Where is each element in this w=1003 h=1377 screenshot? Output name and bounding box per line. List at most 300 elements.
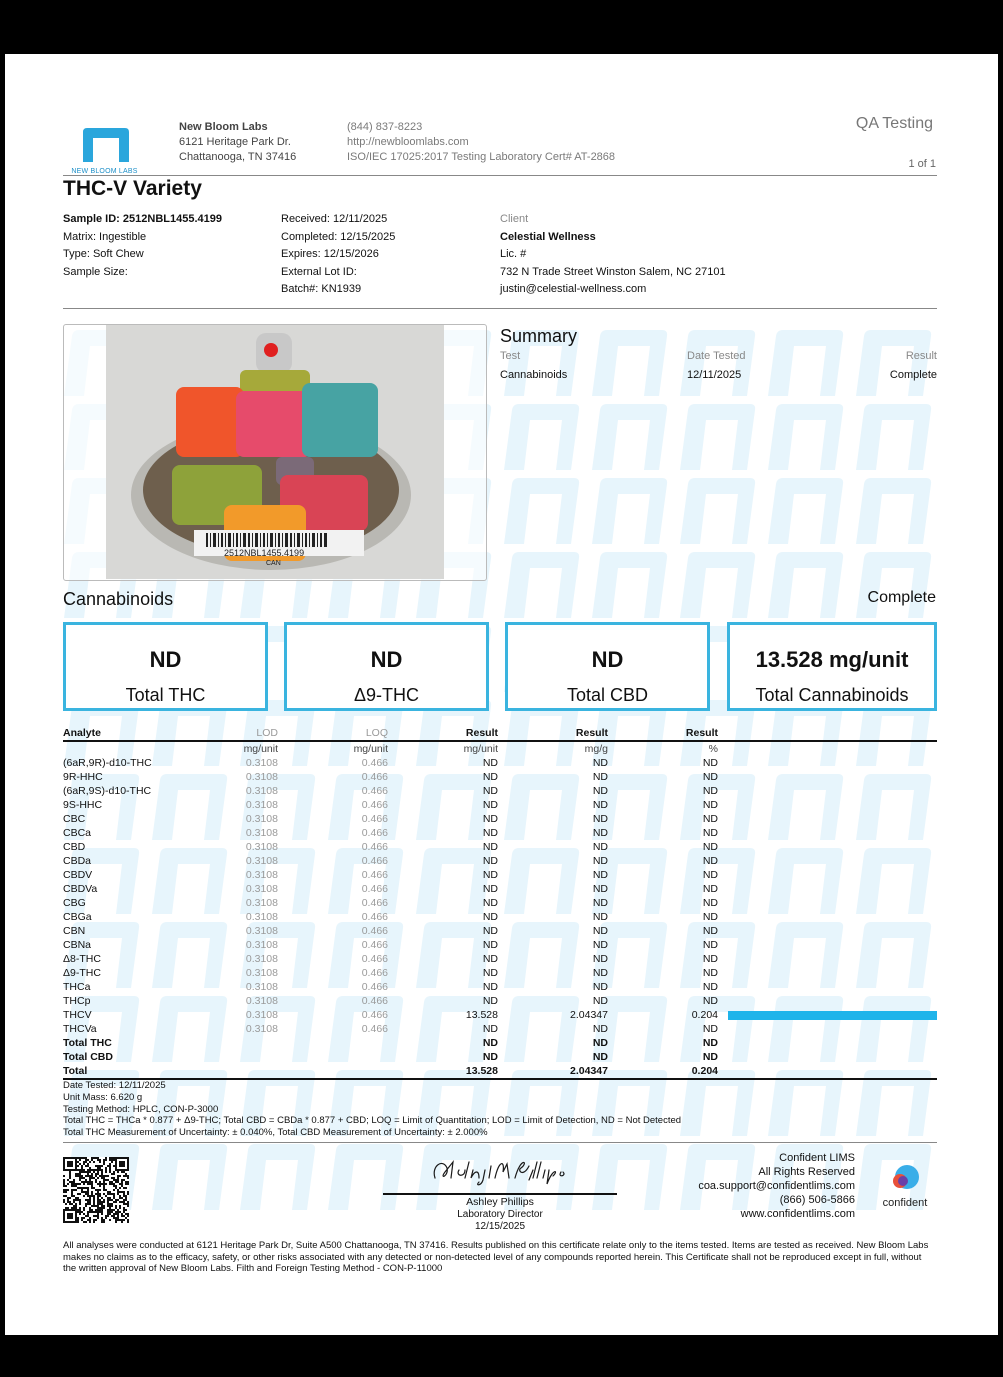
result-percent: ND	[702, 827, 718, 839]
analyte-name: CBNa	[63, 939, 92, 951]
result-mg-g: 2.04347	[570, 1009, 608, 1021]
result-percent: ND	[702, 967, 718, 979]
bar-cell	[718, 1008, 937, 1022]
result-mg-unit: ND	[482, 953, 498, 965]
analyte-name: CBN	[63, 925, 86, 937]
loq-value: 0.466	[361, 995, 388, 1007]
analyte-name: (6aR,9S)-d10-THC	[63, 785, 152, 797]
card-d9-thc	[284, 622, 489, 711]
result-mg-g: ND	[592, 1037, 608, 1049]
client-name: Celestial Wellness	[500, 230, 596, 243]
notes-divider	[63, 1142, 937, 1143]
bar-cell	[718, 1064, 937, 1079]
loq-value: 0.466	[361, 855, 388, 867]
card-total-cbd	[505, 622, 710, 711]
cannabinoids-title: Cannabinoids	[63, 589, 174, 609]
loq-value: 0.466	[361, 757, 388, 769]
lod-value: 0.3108	[245, 827, 278, 839]
table-row	[63, 798, 937, 812]
result-percent: ND	[702, 771, 718, 783]
lod-value: 0.3108	[245, 785, 278, 797]
results-table	[63, 726, 937, 1080]
loq-value: 0.466	[361, 869, 388, 881]
col-header-result-mgunit: Result	[388, 726, 498, 741]
summary-header-result: Result	[905, 350, 937, 362]
result-mg-g: ND	[592, 939, 608, 951]
result-mg-g: ND	[592, 981, 608, 993]
unit-lod-value: mg/unit	[243, 743, 278, 755]
total-row	[63, 1050, 937, 1064]
result-percent: ND	[702, 785, 718, 797]
unit-result-percent: %	[708, 743, 718, 755]
col-header-analyte: Analyte	[63, 726, 183, 741]
summary-test: Cannabinoids	[500, 369, 568, 381]
lod-value: 0.3108	[245, 799, 278, 811]
table-row	[63, 980, 937, 994]
result-mg-unit: ND	[482, 869, 498, 881]
loq-value: 0.466	[361, 841, 388, 853]
lod-value	[183, 1064, 278, 1079]
lab-logo-text: NEW BLOOM LABS	[71, 168, 138, 175]
note-line: Testing Method: HPLC, CON-P-3000	[63, 1103, 219, 1115]
analyte-name: 9R-HHC	[63, 771, 103, 783]
total-row	[63, 1036, 937, 1050]
batch-number: Batch#: KN1939	[281, 283, 362, 295]
analyte-name: CBC	[63, 813, 86, 825]
loq-value: 0.466	[361, 1023, 388, 1035]
result-mg-unit: ND	[482, 911, 498, 923]
bar-cell	[718, 798, 937, 812]
result-mg-unit: ND	[482, 981, 498, 993]
result-mg-g: 2.04347	[498, 1064, 608, 1079]
card-label: Δ9-THC	[353, 685, 420, 705]
result-bar	[728, 1011, 937, 1020]
result-percent: ND	[702, 841, 718, 853]
note-line: Unit Mass: 6.620 g	[63, 1091, 143, 1103]
result-mg-unit: 13.528	[388, 1064, 498, 1079]
watermark-mark	[504, 478, 579, 544]
client-email[interactable]: justin@celestial-wellness.com	[500, 283, 647, 295]
col-header-lod: LOD	[183, 726, 278, 741]
result-mg-unit: ND	[482, 939, 498, 951]
sample-info	[63, 211, 222, 281]
completed-date: Completed: 12/15/2025	[281, 230, 396, 243]
watermark-mark	[768, 330, 843, 396]
confident-logo	[875, 1164, 935, 1209]
card-value: ND	[370, 647, 403, 672]
card-label: Total CBD	[566, 685, 649, 705]
client-label: Client	[500, 213, 529, 225]
unit-result-mg-unit: mg/unit	[463, 743, 498, 755]
lod-value: 0.3108	[245, 967, 278, 979]
result-mg-g: ND	[592, 771, 608, 783]
bar-cell	[718, 840, 937, 854]
lod-value: 0.3108	[245, 883, 278, 895]
lod-value: 0.3108	[245, 939, 278, 951]
result-mg-g: ND	[592, 813, 608, 825]
loq-value: 0.466	[361, 813, 388, 825]
lod-value: 0.3108	[245, 813, 278, 825]
table-row	[63, 1008, 937, 1022]
table-row	[63, 994, 937, 1008]
result-mg-unit: ND	[482, 897, 498, 909]
watermark-mark	[592, 330, 667, 396]
result-mg-g: ND	[592, 841, 608, 853]
col-header-bar	[718, 726, 937, 741]
loq-value: 0.466	[361, 1009, 388, 1021]
header-divider	[63, 175, 937, 176]
client-license: Lic. #	[500, 248, 527, 260]
signature-line	[383, 1193, 617, 1195]
loq-value: 0.466	[361, 771, 388, 783]
lod-value: 0.3108	[245, 925, 278, 937]
watermark-mark	[856, 404, 931, 470]
watermark-mark	[680, 404, 755, 470]
result-mg-unit: ND	[482, 995, 498, 1007]
units-row	[63, 741, 937, 756]
result-mg-unit: ND	[482, 967, 498, 979]
card-value: ND	[149, 647, 182, 672]
result-mg-unit: ND	[482, 785, 498, 797]
lod-value: 0.3108	[245, 771, 278, 783]
signature-date: 12/15/2025	[474, 1221, 526, 1232]
bar-cell	[718, 868, 937, 882]
table-row	[63, 952, 937, 966]
bar-cell	[718, 784, 937, 798]
card-total-thc	[63, 622, 268, 711]
info-divider	[63, 308, 937, 309]
lab-address	[179, 120, 296, 165]
client-info	[500, 211, 726, 299]
analyte-name: Total	[63, 1064, 183, 1079]
bar-cell	[718, 826, 937, 840]
card-value: 13.528 mg/unit	[755, 647, 909, 672]
analyte-name: CBG	[63, 897, 86, 909]
result-percent: 0.204	[608, 1064, 718, 1079]
table-row	[63, 924, 937, 938]
lod-value: 0.3108	[245, 855, 278, 867]
summary-header-test: Test	[500, 350, 521, 362]
table-row	[63, 784, 937, 798]
result-percent: ND	[702, 1023, 718, 1035]
result-mg-g: ND	[592, 967, 608, 979]
sample-type: Type: Soft Chew	[63, 248, 144, 260]
watermark-mark	[856, 478, 931, 544]
result-percent: ND	[702, 757, 718, 769]
bar-cell	[718, 1022, 937, 1036]
bar-cell	[718, 741, 937, 756]
client-address: 732 N Trade Street Winston Salem, NC 27101	[500, 265, 726, 278]
result-percent: ND	[702, 883, 718, 895]
result-mg-g: ND	[592, 799, 608, 811]
table-row	[63, 966, 937, 980]
unit-loq-value: mg/unit	[353, 743, 388, 755]
result-mg-unit: ND	[482, 1051, 498, 1063]
photo-label-line2: CAN	[266, 560, 281, 567]
lod-value: 0.3108	[245, 1023, 278, 1035]
watermark-mark	[504, 404, 579, 470]
sample-dates	[281, 211, 395, 299]
table-row	[63, 882, 937, 896]
results-header-row	[63, 726, 937, 741]
loq-value: 0.466	[361, 883, 388, 895]
result-mg-g: ND	[592, 1051, 608, 1063]
analyte-name: CBDV	[63, 869, 93, 881]
lod-value: 0.3108	[245, 953, 278, 965]
result-mg-unit: 13.528	[465, 1009, 498, 1021]
result-mg-g: ND	[592, 953, 608, 965]
watermark-mark	[592, 552, 667, 618]
summary-result: Complete	[889, 369, 937, 381]
result-mg-g: ND	[592, 925, 608, 937]
summary-title: Summary	[500, 326, 578, 346]
watermark-mark	[768, 404, 843, 470]
result-mg-g: ND	[592, 1023, 608, 1035]
watermark-mark	[680, 552, 755, 618]
total-row	[63, 1064, 937, 1079]
page-number: 1 of 1	[908, 158, 936, 170]
analyte-name: (6aR,9R)-d10-THC	[63, 757, 152, 769]
card-label: Total THC	[125, 685, 206, 705]
lab-website[interactable]: http://newbloomlabs.com	[347, 136, 469, 148]
analyte-name: THCp	[63, 995, 91, 1007]
watermark-mark	[680, 478, 755, 544]
qr-code-icon[interactable]	[63, 1157, 129, 1223]
sample-matrix: Matrix: Ingestible	[63, 230, 147, 243]
loq-value: 0.466	[361, 827, 388, 839]
result-mg-unit: ND	[482, 757, 498, 769]
analyte-name: 9S-HHC	[63, 799, 103, 811]
table-row	[63, 854, 937, 868]
result-mg-g: ND	[592, 785, 608, 797]
lab-cert: ISO/IEC 17025:2017 Testing Laboratory Cert# AT-2868	[347, 151, 616, 163]
analyte-name: Total CBD	[63, 1051, 113, 1063]
result-mg-unit: ND	[482, 925, 498, 937]
lod-value: 0.3108	[245, 981, 278, 993]
table-row	[63, 938, 937, 952]
loq-value: 0.466	[361, 785, 388, 797]
bar-cell	[718, 952, 937, 966]
confident-web[interactable]: www.confidentlims.com	[740, 1208, 855, 1220]
col-header-result-mgg: Result	[498, 726, 608, 741]
external-lot: External Lot ID:	[281, 265, 357, 278]
watermark-mark	[504, 552, 579, 618]
result-mg-g: ND	[592, 883, 608, 895]
analyte-name: THCa	[63, 981, 91, 993]
analyte-name: Δ9-THC	[63, 967, 101, 979]
unit-result-mg-g: mg/g	[584, 743, 608, 755]
confident-phone: (866) 506-5866	[779, 1194, 855, 1206]
result-percent: ND	[702, 799, 718, 811]
qa-testing-label: QA Testing	[855, 115, 933, 132]
loq-value: 0.466	[361, 897, 388, 909]
watermark-mark	[592, 478, 667, 544]
result-percent: ND	[702, 897, 718, 909]
note-line: Date Tested: 12/11/2025	[63, 1080, 166, 1091]
result-percent: ND	[702, 1051, 718, 1063]
sample-size: Sample Size:	[63, 265, 128, 278]
lod-value: 0.3108	[245, 911, 278, 923]
result-percent: ND	[702, 953, 718, 965]
confident-contact	[698, 1151, 855, 1221]
bar-cell	[718, 924, 937, 938]
confident-name: Confident LIMS	[779, 1152, 855, 1164]
lod-value: 0.3108	[245, 869, 278, 881]
received-date: Received: 12/11/2025	[281, 213, 388, 225]
note-line: Total THC Measurement of Uncertainty: ± 0.040%, Total CBD Measurement of Uncertainty: ± 2.000%	[63, 1127, 488, 1139]
signatory-title: Laboratory Director	[457, 1208, 543, 1220]
bar-cell	[718, 1036, 937, 1050]
loq-value	[278, 1050, 388, 1064]
loq-value: 0.466	[361, 911, 388, 923]
watermark-mark	[680, 330, 755, 396]
summary-header-date: Date Tested	[687, 350, 746, 362]
bar-cell	[718, 980, 937, 994]
result-mg-unit: ND	[482, 813, 498, 825]
loq-value: 0.466	[361, 953, 388, 965]
loq-value: 0.466	[361, 981, 388, 993]
bar-cell	[718, 854, 937, 868]
card-total-cannabinoids	[727, 622, 937, 711]
table-row	[63, 868, 937, 882]
analyte-name: CBGa	[63, 911, 92, 923]
sample-photo-frame	[63, 324, 487, 581]
lab-address-line2: Chattanooga, TN 37416	[179, 151, 297, 163]
result-mg-unit: ND	[482, 799, 498, 811]
lab-phone: (844) 837-8223	[347, 121, 423, 133]
sample-photo	[106, 325, 444, 579]
disclaimer: All analyses were conducted at 6121 Heritage Park Dr, Suite A500 Chattanooga, TN 37416. Results published on this certificate relate only to the items tested. Items are tested as received. New Bloom Labs makes no claims as to the efficacy, safety, or other risks associated with any detected or non-detected level of any compounds reported herein. This Certificate shall not be reproduced except in full, without the written approval of New Bloom Labs. Filth and Foreign Testing Method - CON-P-11000	[63, 1240, 929, 1274]
bar-cell	[718, 882, 937, 896]
analyte-name: THCV	[63, 1009, 92, 1021]
loq-value: 0.466	[361, 799, 388, 811]
lod-value: 0.3108	[245, 841, 278, 853]
analyte-name: THCVa	[63, 1023, 97, 1035]
confident-logo-icon	[890, 1164, 920, 1194]
result-mg-unit: ND	[482, 827, 498, 839]
result-mg-unit: ND	[482, 855, 498, 867]
card-label: Total Cannabinoids	[755, 685, 909, 705]
result-percent: ND	[702, 925, 718, 937]
result-mg-unit: ND	[482, 1023, 498, 1035]
cannabinoids-status: Complete	[867, 589, 936, 606]
loq-value: 0.466	[361, 925, 388, 937]
loq-value	[278, 1064, 388, 1079]
result-percent: ND	[702, 1037, 718, 1049]
confident-email[interactable]: coa.support@confidentlims.com	[698, 1180, 855, 1192]
table-row	[63, 1022, 937, 1036]
watermark-mark	[856, 552, 931, 618]
analyte-name: CBD	[63, 841, 86, 853]
lab-logo	[67, 126, 142, 174]
result-percent: ND	[702, 911, 718, 923]
lod-value: 0.3108	[245, 995, 278, 1007]
result-percent: ND	[702, 813, 718, 825]
watermark-mark	[152, 1144, 227, 1210]
analyte-name: CBDVa	[63, 883, 98, 895]
table-row	[63, 812, 937, 826]
result-mg-g: ND	[592, 827, 608, 839]
signatory	[383, 1196, 617, 1234]
bar-cell	[718, 896, 937, 910]
card-value: ND	[591, 647, 624, 672]
table-row	[63, 896, 937, 910]
loq-value: 0.466	[361, 939, 388, 951]
sample-id: Sample ID: 2512NBL1455.4199	[63, 213, 222, 225]
analyte-name: CBCa	[63, 827, 92, 839]
analyte-name: Total THC	[63, 1037, 112, 1049]
loq-value: 0.466	[361, 967, 388, 979]
watermark-mark	[592, 404, 667, 470]
watermark-mark	[240, 1144, 315, 1210]
result-mg-g: ND	[592, 869, 608, 881]
product-title: THC-V Variety	[63, 177, 202, 200]
table-row	[63, 840, 937, 854]
result-percent: ND	[702, 995, 718, 1007]
result-percent: ND	[702, 981, 718, 993]
bar-cell	[718, 910, 937, 924]
watermark-mark	[768, 552, 843, 618]
loq-value	[278, 1036, 388, 1050]
coa-page	[5, 54, 998, 1335]
col-header-result-pct: Result	[608, 726, 718, 741]
bar-cell	[718, 812, 937, 826]
notes-block	[63, 1080, 681, 1139]
bar-cell	[718, 756, 937, 770]
signature-image	[425, 1152, 575, 1188]
result-mg-unit: ND	[482, 841, 498, 853]
lab-address-line1: 6121 Heritage Park Dr.	[179, 136, 291, 148]
result-percent: ND	[702, 855, 718, 867]
result-percent: 0.204	[691, 1009, 718, 1021]
result-mg-g: ND	[592, 995, 608, 1007]
bar-cell	[718, 994, 937, 1008]
lod-value	[183, 1050, 278, 1064]
bar-cell	[718, 1050, 937, 1064]
result-mg-g: ND	[592, 855, 608, 867]
result-percent: ND	[702, 939, 718, 951]
bar-cell	[718, 770, 937, 784]
result-mg-unit: ND	[482, 883, 498, 895]
result-mg-unit: ND	[482, 1037, 498, 1049]
confident-rights: All Rights Reserved	[758, 1166, 855, 1178]
expires-date: Expires: 12/15/2026	[281, 248, 379, 260]
bar-cell	[718, 966, 937, 980]
result-mg-g: ND	[592, 757, 608, 769]
lod-value	[183, 1036, 278, 1050]
lod-value: 0.3108	[245, 1009, 278, 1021]
result-mg-g: ND	[592, 897, 608, 909]
note-line: Total THC = THCa * 0.877 + Δ9-THC; Total CBD = CBDa * 0.877 + CBD; LOQ = Limit of Quantitation; LOD = Limit of Detection, ND = Not Detected	[63, 1115, 682, 1127]
lod-value: 0.3108	[245, 757, 278, 769]
table-row	[63, 826, 937, 840]
lab-contact	[347, 120, 615, 165]
bar-cell	[718, 938, 937, 952]
lab-logo-icon	[67, 126, 142, 162]
unit-analyte-name	[63, 741, 183, 756]
analyte-name: Δ8-THC	[63, 953, 101, 965]
result-mg-unit: ND	[482, 771, 498, 783]
result-percent: ND	[702, 869, 718, 881]
signatory-name: Ashley Phillips	[466, 1196, 534, 1208]
watermark-mark	[856, 330, 931, 396]
summary-date: 12/11/2025	[687, 369, 742, 381]
col-header-loq: LOQ	[278, 726, 388, 741]
lab-name: New Bloom Labs	[179, 121, 268, 133]
photo-label-line1: 2512NBL1455.4199	[224, 548, 305, 558]
table-row	[63, 756, 937, 770]
lod-value: 0.3108	[245, 897, 278, 909]
